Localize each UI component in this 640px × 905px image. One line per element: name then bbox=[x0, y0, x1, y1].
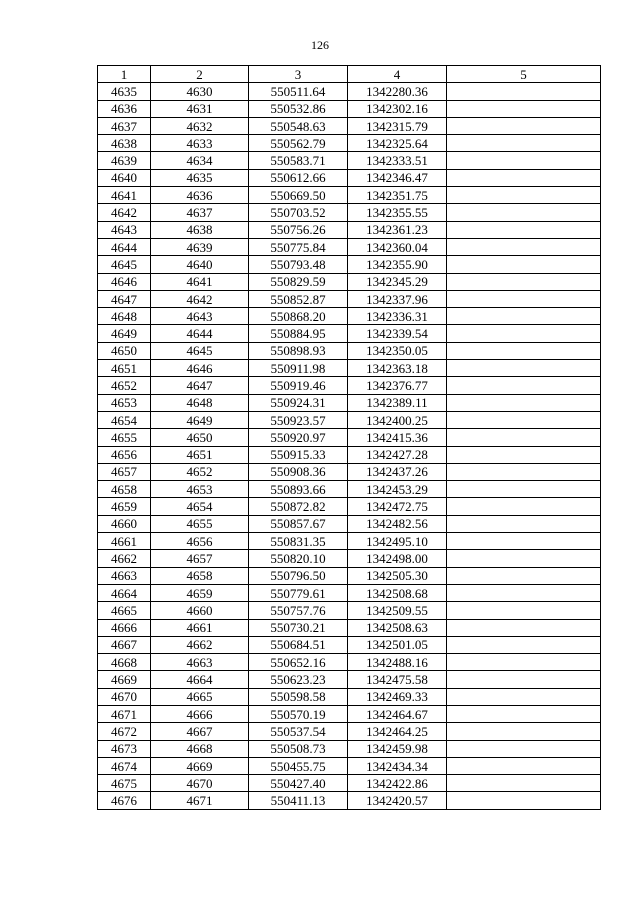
table-cell-col-5 bbox=[447, 152, 601, 169]
table-cell-col-4: 1342345.29 bbox=[348, 273, 447, 290]
table-row bbox=[98, 256, 601, 273]
column-header-5: 5 bbox=[447, 66, 601, 83]
table-cell-col-3: 550793.48 bbox=[249, 256, 348, 273]
table-cell-col-5 bbox=[447, 654, 601, 671]
table-cell-col-3: 550919.46 bbox=[249, 377, 348, 394]
table-cell-col-3: 550884.95 bbox=[249, 325, 348, 342]
table-cell-col-1: 4638 bbox=[98, 135, 151, 152]
table-cell-col-5 bbox=[447, 325, 601, 342]
table-cell-col-3: 550669.50 bbox=[249, 187, 348, 204]
table-cell-col-1: 4667 bbox=[98, 636, 151, 653]
table-cell-col-4: 1342350.05 bbox=[348, 342, 447, 359]
table-cell-col-4: 1342389.11 bbox=[348, 394, 447, 411]
table-row bbox=[98, 740, 601, 757]
table-cell-col-5 bbox=[447, 342, 601, 359]
table-cell-col-5 bbox=[447, 83, 601, 100]
table-row bbox=[98, 429, 601, 446]
table-cell-col-2: 4631 bbox=[151, 100, 249, 117]
table-cell-col-5 bbox=[447, 775, 601, 792]
table-row bbox=[98, 273, 601, 290]
table-cell-col-2: 4634 bbox=[151, 152, 249, 169]
table-row bbox=[98, 636, 601, 653]
table-cell-col-2: 4671 bbox=[151, 792, 249, 809]
table-row bbox=[98, 654, 601, 671]
table-cell-col-3: 550920.97 bbox=[249, 429, 348, 446]
table-cell-col-1: 4645 bbox=[98, 256, 151, 273]
table-cell-col-3: 550831.35 bbox=[249, 533, 348, 550]
table-row bbox=[98, 533, 601, 550]
table-row bbox=[98, 792, 601, 809]
column-header-1: 1 bbox=[98, 66, 151, 83]
table-cell-col-5 bbox=[447, 221, 601, 238]
table-cell-col-2: 4650 bbox=[151, 429, 249, 446]
table-cell-col-2: 4666 bbox=[151, 705, 249, 722]
table-cell-col-2: 4652 bbox=[151, 463, 249, 480]
table-cell-col-4: 1342482.56 bbox=[348, 515, 447, 532]
table-cell-col-4: 1342351.75 bbox=[348, 187, 447, 204]
table-cell-col-3: 550820.10 bbox=[249, 550, 348, 567]
table-row bbox=[98, 446, 601, 463]
table-cell-col-3: 550532.86 bbox=[249, 100, 348, 117]
table-cell-col-2: 4663 bbox=[151, 654, 249, 671]
table-cell-col-3: 550598.58 bbox=[249, 688, 348, 705]
table-header bbox=[98, 66, 601, 83]
table-cell-col-4: 1342325.64 bbox=[348, 135, 447, 152]
table-cell-col-5 bbox=[447, 169, 601, 186]
table-cell-col-5 bbox=[447, 619, 601, 636]
table-cell-col-1: 4668 bbox=[98, 654, 151, 671]
table-cell-col-2: 4658 bbox=[151, 567, 249, 584]
table-cell-col-1: 4643 bbox=[98, 221, 151, 238]
table-cell-col-2: 4636 bbox=[151, 187, 249, 204]
table-row bbox=[98, 394, 601, 411]
table-cell-col-1: 4649 bbox=[98, 325, 151, 342]
table-cell-col-1: 4636 bbox=[98, 100, 151, 117]
table-cell-col-5 bbox=[447, 723, 601, 740]
table-cell-col-2: 4632 bbox=[151, 117, 249, 134]
table-cell-col-4: 1342336.31 bbox=[348, 308, 447, 325]
table-cell-col-4: 1342469.33 bbox=[348, 688, 447, 705]
table-cell-col-5 bbox=[447, 584, 601, 601]
table-row bbox=[98, 498, 601, 515]
table-cell-col-4: 1342420.57 bbox=[348, 792, 447, 809]
table-cell-col-4: 1342360.04 bbox=[348, 238, 447, 255]
table-row bbox=[98, 204, 601, 221]
table-cell-col-4: 1342475.58 bbox=[348, 671, 447, 688]
column-header-2: 2 bbox=[151, 66, 249, 83]
table-cell-col-3: 550730.21 bbox=[249, 619, 348, 636]
table-cell-col-5 bbox=[447, 135, 601, 152]
table-cell-col-2: 4664 bbox=[151, 671, 249, 688]
table-row bbox=[98, 360, 601, 377]
table-cell-col-5 bbox=[447, 290, 601, 307]
table-row bbox=[98, 515, 601, 532]
table-row bbox=[98, 152, 601, 169]
table-cell-col-3: 550570.19 bbox=[249, 705, 348, 722]
table-cell-col-4: 1342333.51 bbox=[348, 152, 447, 169]
table-row bbox=[98, 100, 601, 117]
table-cell-col-4: 1342495.10 bbox=[348, 533, 447, 550]
table-cell-col-3: 550923.57 bbox=[249, 411, 348, 428]
table-cell-col-2: 4638 bbox=[151, 221, 249, 238]
table-row bbox=[98, 723, 601, 740]
table-cell-col-3: 550829.59 bbox=[249, 273, 348, 290]
table-cell-col-3: 550911.98 bbox=[249, 360, 348, 377]
table-cell-col-2: 4648 bbox=[151, 394, 249, 411]
table-cell-col-2: 4639 bbox=[151, 238, 249, 255]
table-cell-col-5 bbox=[447, 308, 601, 325]
table-cell-col-3: 550924.31 bbox=[249, 394, 348, 411]
table-cell-col-4: 1342498.00 bbox=[348, 550, 447, 567]
table-cell-col-1: 4637 bbox=[98, 117, 151, 134]
table-row bbox=[98, 290, 601, 307]
table-cell-col-2: 4633 bbox=[151, 135, 249, 152]
table-cell-col-1: 4642 bbox=[98, 204, 151, 221]
table-cell-col-1: 4650 bbox=[98, 342, 151, 359]
table-cell-col-3: 550684.51 bbox=[249, 636, 348, 653]
table-cell-col-1: 4653 bbox=[98, 394, 151, 411]
table-cell-col-4: 1342437.26 bbox=[348, 463, 447, 480]
table-row bbox=[98, 757, 601, 774]
table-cell-col-4: 1342376.77 bbox=[348, 377, 447, 394]
table-cell-col-5 bbox=[447, 567, 601, 584]
table-cell-col-2: 4646 bbox=[151, 360, 249, 377]
table-cell-col-2: 4649 bbox=[151, 411, 249, 428]
table-cell-col-3: 550893.66 bbox=[249, 481, 348, 498]
table-cell-col-3: 550757.76 bbox=[249, 602, 348, 619]
table-row bbox=[98, 238, 601, 255]
table-cell-col-4: 1342346.47 bbox=[348, 169, 447, 186]
table-cell-col-2: 4651 bbox=[151, 446, 249, 463]
table-cell-col-2: 4660 bbox=[151, 602, 249, 619]
table-cell-col-2: 4642 bbox=[151, 290, 249, 307]
table-cell-col-2: 4665 bbox=[151, 688, 249, 705]
table-cell-col-2: 4635 bbox=[151, 169, 249, 186]
table-row bbox=[98, 117, 601, 134]
table-cell-col-1: 4661 bbox=[98, 533, 151, 550]
table-cell-col-3: 550775.84 bbox=[249, 238, 348, 255]
table-cell-col-4: 1342361.23 bbox=[348, 221, 447, 238]
table-cell-col-1: 4666 bbox=[98, 619, 151, 636]
table-cell-col-4: 1342363.18 bbox=[348, 360, 447, 377]
table-row bbox=[98, 619, 601, 636]
table-cell-col-2: 4653 bbox=[151, 481, 249, 498]
table-cell-col-5 bbox=[447, 498, 601, 515]
table-cell-col-1: 4647 bbox=[98, 290, 151, 307]
table-cell-col-2: 4662 bbox=[151, 636, 249, 653]
table-cell-col-1: 4655 bbox=[98, 429, 151, 446]
table-cell-col-5 bbox=[447, 792, 601, 809]
table-row bbox=[98, 584, 601, 601]
table-cell-col-1: 4658 bbox=[98, 481, 151, 498]
table-cell-col-1: 4644 bbox=[98, 238, 151, 255]
table-cell-col-5 bbox=[447, 117, 601, 134]
table-cell-col-1: 4641 bbox=[98, 187, 151, 204]
table-cell-col-5 bbox=[447, 256, 601, 273]
table-cell-col-4: 1342488.16 bbox=[348, 654, 447, 671]
table-cell-col-5 bbox=[447, 688, 601, 705]
table-cell-col-3: 550652.16 bbox=[249, 654, 348, 671]
table-cell-col-4: 1342302.16 bbox=[348, 100, 447, 117]
table-cell-col-5 bbox=[447, 533, 601, 550]
table-cell-col-4: 1342315.79 bbox=[348, 117, 447, 134]
table-cell-col-4: 1342339.54 bbox=[348, 325, 447, 342]
table-cell-col-3: 550852.87 bbox=[249, 290, 348, 307]
table-row bbox=[98, 688, 601, 705]
table-cell-col-1: 4654 bbox=[98, 411, 151, 428]
table-cell-col-5 bbox=[447, 481, 601, 498]
table-cell-col-4: 1342355.55 bbox=[348, 204, 447, 221]
table-cell-col-1: 4670 bbox=[98, 688, 151, 705]
table-cell-col-5 bbox=[447, 360, 601, 377]
table-row bbox=[98, 602, 601, 619]
table-row bbox=[98, 169, 601, 186]
table-cell-col-3: 550562.79 bbox=[249, 135, 348, 152]
table-cell-col-4: 1342508.68 bbox=[348, 584, 447, 601]
table-cell-col-2: 4659 bbox=[151, 584, 249, 601]
table-cell-col-2: 4668 bbox=[151, 740, 249, 757]
table-cell-col-5 bbox=[447, 187, 601, 204]
table-cell-col-4: 1342508.63 bbox=[348, 619, 447, 636]
table-cell-col-1: 4646 bbox=[98, 273, 151, 290]
table-cell-col-2: 4667 bbox=[151, 723, 249, 740]
column-header-3: 3 bbox=[249, 66, 348, 83]
table-row bbox=[98, 705, 601, 722]
table-row bbox=[98, 481, 601, 498]
table-cell-col-5 bbox=[447, 515, 601, 532]
table-cell-col-4: 1342464.25 bbox=[348, 723, 447, 740]
table-cell-col-1: 4669 bbox=[98, 671, 151, 688]
table-cell-col-4: 1342459.98 bbox=[348, 740, 447, 757]
table-cell-col-2: 4647 bbox=[151, 377, 249, 394]
table-cell-col-2: 4656 bbox=[151, 533, 249, 550]
table-cell-col-1: 4657 bbox=[98, 463, 151, 480]
table-cell-col-4: 1342472.75 bbox=[348, 498, 447, 515]
table-cell-col-5 bbox=[447, 636, 601, 653]
table-cell-col-4: 1342337.96 bbox=[348, 290, 447, 307]
table-cell-col-2: 4655 bbox=[151, 515, 249, 532]
table-row bbox=[98, 463, 601, 480]
table-cell-col-2: 4641 bbox=[151, 273, 249, 290]
table-cell-col-3: 550548.63 bbox=[249, 117, 348, 134]
table-cell-col-4: 1342464.67 bbox=[348, 705, 447, 722]
coordinates-table bbox=[97, 65, 601, 810]
table-cell-col-1: 4652 bbox=[98, 377, 151, 394]
table-cell-col-3: 550508.73 bbox=[249, 740, 348, 757]
table-row bbox=[98, 187, 601, 204]
table-cell-col-5 bbox=[447, 740, 601, 757]
table-cell-col-3: 550411.13 bbox=[249, 792, 348, 809]
table-row bbox=[98, 135, 601, 152]
table-cell-col-1: 4676 bbox=[98, 792, 151, 809]
table-cell-col-4: 1342453.29 bbox=[348, 481, 447, 498]
table-cell-col-1: 4659 bbox=[98, 498, 151, 515]
table-cell-col-3: 550868.20 bbox=[249, 308, 348, 325]
table-cell-col-4: 1342355.90 bbox=[348, 256, 447, 273]
table-cell-col-4: 1342427.28 bbox=[348, 446, 447, 463]
table-cell-col-5 bbox=[447, 757, 601, 774]
table-cell-col-5 bbox=[447, 204, 601, 221]
table-cell-col-3: 550756.26 bbox=[249, 221, 348, 238]
table-row bbox=[98, 567, 601, 584]
table-cell-col-2: 4661 bbox=[151, 619, 249, 636]
header-row bbox=[98, 66, 601, 83]
table-cell-col-1: 4660 bbox=[98, 515, 151, 532]
table-cell-col-4: 1342422.86 bbox=[348, 775, 447, 792]
table-cell-col-1: 4651 bbox=[98, 360, 151, 377]
table-cell-col-1: 4639 bbox=[98, 152, 151, 169]
table-cell-col-3: 550779.61 bbox=[249, 584, 348, 601]
table-cell-col-2: 4657 bbox=[151, 550, 249, 567]
table-cell-col-1: 4672 bbox=[98, 723, 151, 740]
table-row bbox=[98, 671, 601, 688]
table-cell-col-2: 4643 bbox=[151, 308, 249, 325]
table-cell-col-2: 4670 bbox=[151, 775, 249, 792]
table-cell-col-2: 4669 bbox=[151, 757, 249, 774]
table-cell-col-5 bbox=[447, 671, 601, 688]
table-cell-col-4: 1342415.36 bbox=[348, 429, 447, 446]
table-cell-col-1: 4671 bbox=[98, 705, 151, 722]
table-cell-col-1: 4635 bbox=[98, 83, 151, 100]
table-cell-col-3: 550908.36 bbox=[249, 463, 348, 480]
table-cell-col-5 bbox=[447, 411, 601, 428]
table-cell-col-5 bbox=[447, 238, 601, 255]
table-cell-col-1: 4656 bbox=[98, 446, 151, 463]
table-cell-col-3: 550898.93 bbox=[249, 342, 348, 359]
table-cell-col-4: 1342400.25 bbox=[348, 411, 447, 428]
table-cell-col-5 bbox=[447, 446, 601, 463]
table-row bbox=[98, 550, 601, 567]
table-row bbox=[98, 775, 601, 792]
table-cell-col-5 bbox=[447, 377, 601, 394]
table-cell-col-5 bbox=[447, 463, 601, 480]
table-row bbox=[98, 308, 601, 325]
table-cell-col-4: 1342501.05 bbox=[348, 636, 447, 653]
table-cell-col-3: 550857.67 bbox=[249, 515, 348, 532]
table-cell-col-3: 550796.50 bbox=[249, 567, 348, 584]
table-cell-col-2: 4645 bbox=[151, 342, 249, 359]
table-cell-col-2: 4644 bbox=[151, 325, 249, 342]
table-cell-col-3: 550612.66 bbox=[249, 169, 348, 186]
table-row bbox=[98, 325, 601, 342]
table-cell-col-3: 550872.82 bbox=[249, 498, 348, 515]
table-cell-col-2: 4630 bbox=[151, 83, 249, 100]
table-cell-col-3: 550537.54 bbox=[249, 723, 348, 740]
table-cell-col-3: 550427.40 bbox=[249, 775, 348, 792]
table-cell-col-2: 4640 bbox=[151, 256, 249, 273]
table-row bbox=[98, 411, 601, 428]
table-body bbox=[98, 83, 601, 809]
table-cell-col-5 bbox=[447, 394, 601, 411]
table-row bbox=[98, 221, 601, 238]
table-cell-col-1: 4674 bbox=[98, 757, 151, 774]
table-cell-col-1: 4648 bbox=[98, 308, 151, 325]
table-cell-col-5 bbox=[447, 100, 601, 117]
table-row bbox=[98, 83, 601, 100]
table-cell-col-3: 550623.23 bbox=[249, 671, 348, 688]
table-cell-col-3: 550511.64 bbox=[249, 83, 348, 100]
table-cell-col-4: 1342434.34 bbox=[348, 757, 447, 774]
table-row bbox=[98, 342, 601, 359]
table-cell-col-5 bbox=[447, 550, 601, 567]
table-cell-col-3: 550915.33 bbox=[249, 446, 348, 463]
table-cell-col-5 bbox=[447, 602, 601, 619]
page-number: 126 bbox=[311, 38, 329, 52]
table-cell-col-3: 550455.75 bbox=[249, 757, 348, 774]
table-cell-col-2: 4654 bbox=[151, 498, 249, 515]
table-cell-col-5 bbox=[447, 273, 601, 290]
table-row bbox=[98, 377, 601, 394]
table-cell-col-4: 1342509.55 bbox=[348, 602, 447, 619]
table-cell-col-1: 4665 bbox=[98, 602, 151, 619]
table-cell-col-4: 1342505.30 bbox=[348, 567, 447, 584]
table-cell-col-2: 4637 bbox=[151, 204, 249, 221]
table-cell-col-1: 4675 bbox=[98, 775, 151, 792]
table-cell-col-3: 550583.71 bbox=[249, 152, 348, 169]
table-cell-col-1: 4640 bbox=[98, 169, 151, 186]
table-cell-col-4: 1342280.36 bbox=[348, 83, 447, 100]
table-cell-col-1: 4664 bbox=[98, 584, 151, 601]
table-cell-col-5 bbox=[447, 705, 601, 722]
column-header-4: 4 bbox=[348, 66, 447, 83]
table-cell-col-1: 4662 bbox=[98, 550, 151, 567]
table-cell-col-1: 4663 bbox=[98, 567, 151, 584]
table-cell-col-3: 550703.52 bbox=[249, 204, 348, 221]
table-cell-col-1: 4673 bbox=[98, 740, 151, 757]
table-cell-col-5 bbox=[447, 429, 601, 446]
